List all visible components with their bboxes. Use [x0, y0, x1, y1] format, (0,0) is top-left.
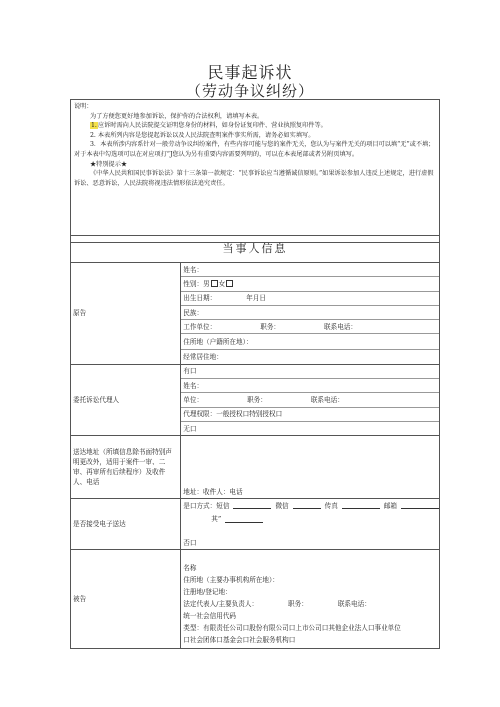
agent-has-option[interactable]: 有口 — [181, 365, 439, 379]
fax-blank[interactable] — [342, 502, 380, 509]
instructions-item-3: 3．本表所涉内容系针对一般劳动争议纠纷案件，有些内容可能与您的案件无关，您认为与案件无关的项目可以填“无”或不填；对于本表中勾选项可以在对应项打“J您认为另有重要内容需要列明的，可以在本表尾部或者另附页填写。 — [74, 141, 435, 158]
special-notice-text: 《中华人民共和国民事诉讼法》第十三条第一款规定：“民事诉讼应当遵循诚信原则。”如果诉讼参加人违反上述规定，进行虚假诉讼、恶意诉讼，人民法院将视违法情形依法追究责任。 — [74, 170, 434, 187]
plaintiff-habitual-field[interactable]: 经常居住地： — [183, 353, 223, 362]
party-info-header: 当事人信息 — [71, 236, 440, 263]
plaintiff-residence-field[interactable]: 住所地（户籍所在地）： — [181, 334, 439, 350]
defendant-legal-rep-field[interactable]: 法定代表人/主要负责人： 职务： 联系电话： — [183, 600, 371, 609]
defendant-label: 被告 — [71, 550, 181, 649]
instructions-item-1-text: 应诉时需向人民法院提交证明您身份的材料，如身份证复印件、营业执照复印件等。 — [97, 122, 327, 130]
plaintiff-name-field[interactable]: 姓名： — [181, 263, 439, 277]
agent-none-option[interactable]: 无口 — [183, 424, 197, 433]
highlight-mark: 1. — [91, 122, 97, 130]
defendant-type-field[interactable]: 类型：有限责任公司口股份有限公司口上市公司口其他企业法人口事业单位 — [183, 624, 401, 633]
agent-label: 委托诉讼代理人 — [71, 364, 181, 435]
wechat-blank[interactable] — [293, 502, 321, 509]
plaintiff-row — [71, 263, 440, 365]
plaintiff-label: 原告 — [71, 263, 181, 365]
defendant-row — [71, 550, 440, 649]
service-address-field[interactable]: 地址：收件人：电话 — [183, 487, 243, 496]
other-blank[interactable] — [225, 516, 263, 523]
plaintiff-birth-field[interactable]: 出生日期： 年月日 — [181, 292, 439, 306]
agent-authority-field[interactable]: 代理权限：一般授权口特别授权口 — [181, 408, 439, 422]
e-service-other[interactable]: 其” — [181, 513, 439, 526]
agent-unit-field[interactable]: 单位： 职务： 联系电话： — [181, 393, 439, 407]
sms-blank[interactable] — [233, 502, 271, 509]
service-address-row — [71, 436, 440, 499]
instructions-item-2: 2. 本表所列内容是您提起诉讼以及人民法院查明案件事实所需，请务必如实填写。 — [90, 131, 315, 139]
instructions-intro: 为了方便您更好地参加诉讼，保护你的合法权利，请填写本表。 — [90, 112, 264, 120]
plaintiff-gender-field[interactable]: 性别：男 女 — [181, 277, 439, 291]
e-service-row — [71, 499, 440, 550]
defendant-registered-field[interactable]: 注册地/登记地： — [183, 588, 232, 597]
instructions-box — [70, 99, 440, 243]
instructions-heading: 说明： — [74, 103, 93, 110]
e-service-no[interactable]: 否口 — [183, 538, 197, 547]
party-info-table — [70, 235, 440, 649]
document-subtitle: （劳动争议纠纷） — [185, 82, 314, 100]
email-blank[interactable] — [401, 502, 439, 509]
document-title: 民事起诉状 — [207, 63, 293, 82]
defendant-credit-code-field[interactable]: 统一社会信用代码 — [183, 612, 237, 621]
agent-name-field[interactable]: 姓名： — [181, 379, 439, 393]
defendant-name-field[interactable]: 名称 — [183, 564, 197, 573]
plaintiff-ethnic-field[interactable]: 民族： — [181, 306, 439, 320]
male-checkbox[interactable] — [211, 280, 218, 287]
defendant-type-field-2[interactable]: 口社会团体口基金会口社会服务机构口 — [183, 636, 296, 645]
service-address-label: 送达地址（所填信息除书面特别声明更改外，适用于案件一审、二审、再审所有后续程序）及收件人、电话 — [71, 436, 181, 499]
defendant-residence-field[interactable]: 住所地（主要办事机构所在地）： — [183, 576, 279, 585]
special-notice-heading: ★特别提示★ — [90, 160, 128, 168]
e-service-label: 是否接受电子送达 — [71, 499, 181, 550]
instructions-item-1 — [74, 121, 436, 131]
plaintiff-work-field[interactable]: 工作单位： 职务： 联系电话： — [181, 320, 439, 334]
agent-row — [71, 364, 440, 435]
e-service-method[interactable]: 是口方式：短信 微信 传真 邮箱 — [181, 499, 439, 512]
female-checkbox[interactable] — [226, 280, 233, 287]
